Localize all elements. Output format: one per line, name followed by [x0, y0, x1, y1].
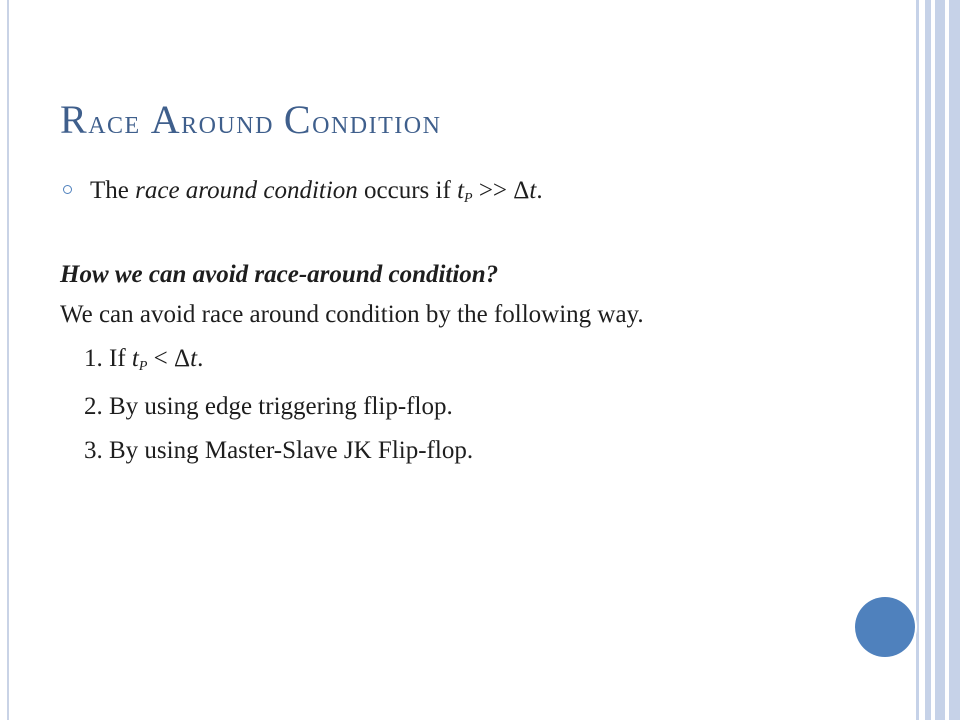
bullet-circle-icon: [63, 185, 72, 194]
bullet-item: [60, 172, 840, 214]
variable-t: t: [131, 345, 139, 372]
bullet-italic-phrase: race around condition: [135, 177, 358, 204]
list-item-2: 2. By using edge triggering flip-flop.: [84, 393, 453, 420]
title-initial: R: [60, 97, 89, 142]
stripe: [925, 0, 931, 720]
title-rest: ondition: [312, 104, 442, 141]
stripe: [916, 0, 919, 720]
slide-content: [60, 172, 840, 476]
variable-t: t: [190, 345, 198, 372]
list-end: .: [197, 345, 204, 372]
delta-symbol: Δ: [513, 177, 530, 204]
list-item-3: 3. By using Master-Slave JK Flip-flop.: [84, 437, 474, 464]
variable-t: t: [457, 177, 465, 204]
right-decorative-stripes: [916, 0, 960, 720]
relation: >>: [472, 177, 514, 204]
title-rest: ace: [88, 104, 141, 141]
decorative-circle: [855, 597, 915, 657]
title-initial: A: [150, 97, 182, 142]
bullet-middle: occurs if: [357, 177, 458, 204]
relation: <: [147, 345, 175, 372]
subscript-p: P: [138, 359, 148, 374]
delta-symbol: Δ: [174, 345, 191, 372]
title-initial: C: [283, 97, 313, 142]
bullet-prefix: The: [90, 177, 136, 204]
list-prefix: 1. If: [84, 345, 132, 372]
title-rest: round: [181, 104, 274, 141]
stripe: [935, 0, 945, 720]
variable-t: t: [529, 177, 537, 204]
bullet-end: .: [536, 177, 543, 204]
question-heading: How we can avoid race-around condition?: [60, 261, 499, 288]
answer-paragraph: We can avoid race around condition by the following way.: [60, 301, 644, 328]
left-frame-line: [7, 0, 9, 720]
subscript-p: P: [464, 191, 473, 206]
slide-title: [60, 96, 441, 143]
list-item-1: [60, 340, 840, 382]
stripe: [949, 0, 960, 720]
